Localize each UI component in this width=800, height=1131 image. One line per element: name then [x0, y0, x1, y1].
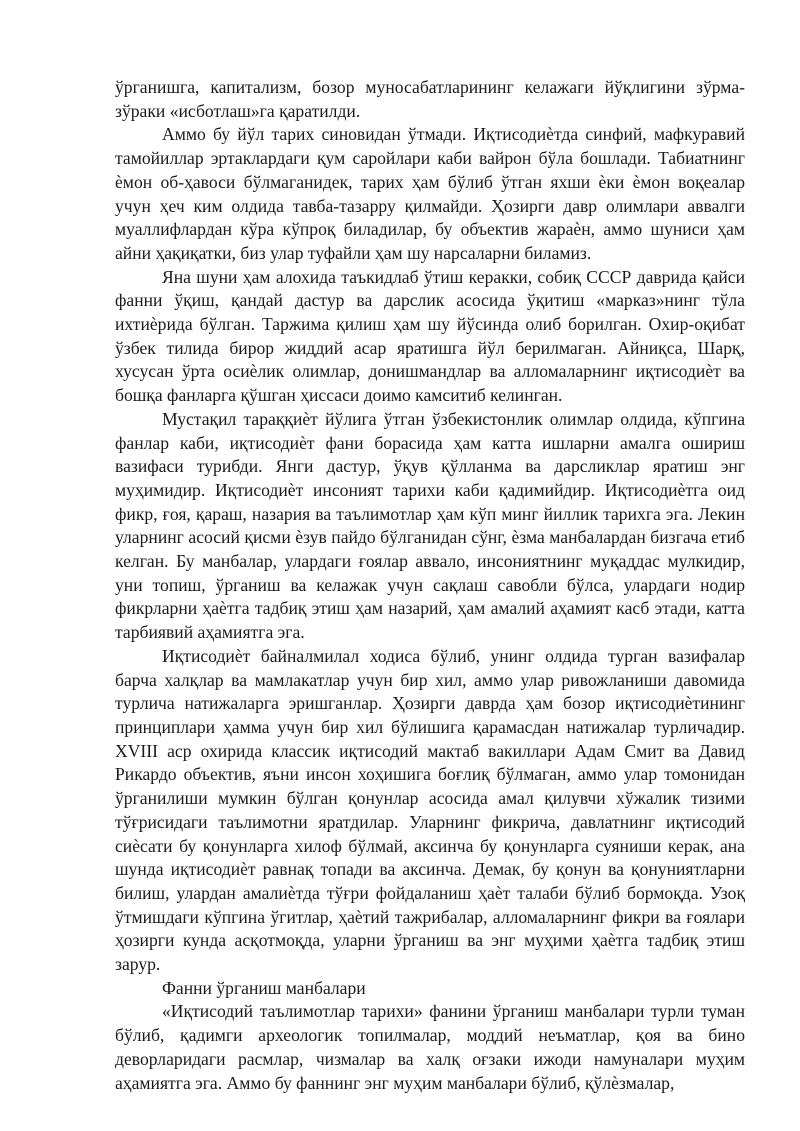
section-heading: Фанни ўрганиш манбалари: [162, 977, 366, 998]
paragraph: Яна шуни ҳам алохида таъкидлаб ўтиш керакки, собиқ СССР даврида қайси фанни ўқиш, қандай дастур ва дарслик асосида ўқитиш «марказ»нинг тўла ихтиѐрида бўлган. Таржима қилиш ҳам шу йўсинда олиб борилган. Охир-оқибат ўзбек тилида бирор жиддий асар яратишга йўл берилмаган. Айниқса, Шарқ, хусусан ўрта осиѐлик олимлар, донишмандлар ва алломаларнинг иқтисодиѐт ва бошқа фанларга қўшган ҳиссаси доимо камситиб келинган.: [115, 266, 745, 406]
paragraph: Аммо бу йўл тарих синовидан ўтмади. Иқтисодиѐтда синфий, мафкуравий тамойиллар эртаклардаги қум саройлари каби вайрон бўла бошлади. Табиатнинг ѐмон об-ҳавоси бўлмаганидек, тарих ҳам бўлиб ўтган яхши ѐки ѐмон воқеалар учун ҳеч ким олдида тавба-тазарру қилмайди. Ҳозирги давр олимлари аввалги муаллифлардан кўра кўпроқ биладилар, бу объектив жараѐн, аммо шуниси ҳам айни ҳақиқатки, биз улар туфайли ҳам шу нарсаларни биламиз.: [115, 124, 745, 263]
paragraph: Иқтисодиѐт байналмилал ходиса бўлиб, унинг олдида турган вазифалар барча халқлар ва мамлакатлар учун бир хил, аммо улар ривожланиши давомида турлича натижаларга эришганлар. Ҳозирги даврда ҳам бозор иқтисодиѐтининг принциплари ҳамма учун бир хил бўлишига қарамасдан натижалар турличадир. XVIII аср охирида классик иқтисодий мактаб вакиллари Адам Смит ва Давид Рикардо объектив, яъни инсон хоҳишига боғлиқ бўлмаган, аммо улар томонидан ўрганилиши мумкин бўлган қонунлар асосида амал қилувчи хўжалик тизими тўғрисидаги таълимотни яратдилар. Уларнинг фикрича, давлатнинг иқтисодий сиѐсати бу қонунларга хилоф бўлмай, аксинча бу қонунларга суяниши керак, ана шунда иқтисодиѐт равнақ топади ва аксинча. Демак, бу қонун ва қонуниятларни билиш, улардан амалиѐтда тўғри фойдаланиш ҳаѐт талаби бўлиб бормоқда. Узоқ ўтмишдаги кўпгина ўгитлар, ҳаѐтий тажрибалар, алломаларнинг фикри ва ғоялари ҳозирги кунда асқотмоқда, уларни ўрганиш ва энг муҳими ҳаѐтга тадбиқ этиш зарур.: [115, 645, 745, 975]
paragraph: Мустақил тараққиѐт йўлига ўтган ўзбекистонлик олимлар олдида, кўпгина фанлар каби, иқтисодиѐт фани борасида ҳам катта ишларни амалга ошириш вазифаси турибди. Янги дастур, ўқув қўлланма ва дарсликлар яратиш энг муҳимидир. Иқтисодиѐт инсоният тарихи каби қадимийдир. Иқтисодиѐтга оид фикр, ғоя, қараш, назария ва таълимотлар ҳам кўп минг йиллик тарихга эга. Лекин уларнинг асосий қисми ѐзув пайдо бўлганидан сўнг, ѐзма манбалардан бизгача етиб келган. Бу манбалар, улардаги ғоялар аввало, инсониятнинг муқаддас мулкидир, уни топиш, ўрганиш ва келажак учун сақлаш савобли бўлса, улардаги нодир фикрларни ҳаѐтга тадбиқ этиш ҳам назарий, ҳам амалий аҳамият касб этади, катта тарбиявий аҳамиятга эга.: [115, 408, 745, 643]
document-page: [115, 76, 745, 1095]
paragraph: «Иқтисодий таълимотлар тарихи» фанини ўрганиш манбалари турли туман бўлиб, қадимги археологик топилмалар, моддий неъматлар, қоя ва бино деворларидаги расмлар, чизмалар ва халқ оғзаки ижоди намуналари муҳим аҳамиятга эга. Аммо бу фаннинг энг муҳим манбалари бўлиб, қўлѐзмалар,: [115, 1001, 745, 1093]
paragraph-continuation: ўрганишга, капитализм, бозор муносабатларининг келажаги йўқлигини зўрма-зўраки «исботлаш»га қаратилди.: [115, 77, 745, 121]
